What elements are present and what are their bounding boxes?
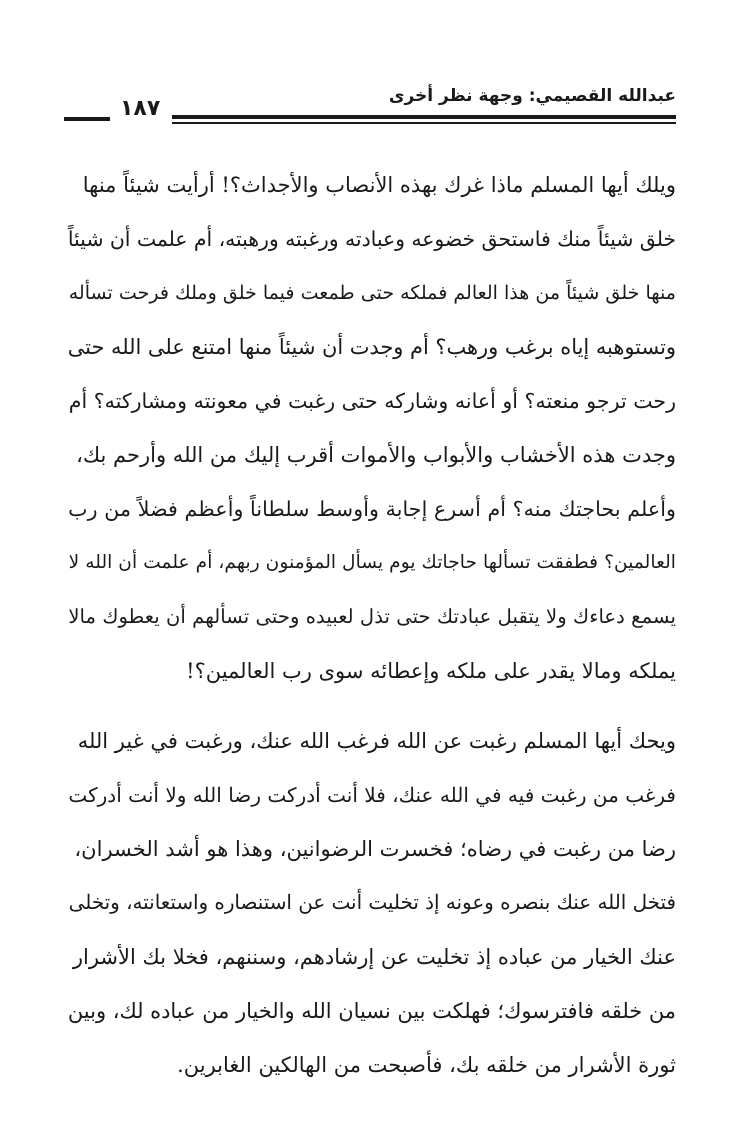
text-line: خلق شيئاً منك فاستحق خضوعه وعبادته ورغبته ورهبته، أم علمت أن شيئاً <box>67 227 676 251</box>
text-line: من خلقه فافترسوك؛ فهلكت بين نسيان الله والخيار من عباده لك، وبين <box>67 999 676 1023</box>
text-line: وجدت هذه الأخشاب والأبواب والأموات أقرب إليك من الله وأرحم بك، <box>76 443 676 467</box>
text-line: رضا من رغبت في رضاه؛ فخسرت الرضوانين، وهذا هو أشد الخسران، <box>74 837 676 861</box>
paragraph-2 <box>68 714 676 1092</box>
text-line: فرغب من رغبت فيه في الله عنك، فلا أنت أدركت رضا الله ولا أنت أدركت <box>68 783 676 807</box>
header-rule-short <box>64 117 110 121</box>
text-line: رحت ترجو منعته؟ أو أعانه وشاركه حتى رغبت في معونته ومشاركته؟ أم <box>68 389 676 413</box>
text-line: ثورة الأشرار من خلقه بك، فأصبحت من الهالكين الغابرين. <box>177 1053 676 1077</box>
header-rule-thick <box>172 115 676 119</box>
text-line: فتخل الله عنك بنصره وعونه إذ تخليت أنت عن استنصاره واستعانته، وتخلى <box>68 891 676 914</box>
text-line: يسمع دعاءك ولا يتقبل عبادتك حتى تذل لعبيده وحتى تسألهم أن يعطوك مالا <box>68 605 676 628</box>
text-line: يملكه ومالا يقدر على ملكه وإعطائه سوى رب العالمين؟! <box>186 659 676 683</box>
text-line: وأعلم بحاجتك منه؟ أم أسرع إجابة وأوسط سلطاناً وأعظم فضلاً من رب <box>68 497 676 521</box>
running-title: عبدالله القصيمي: وجهة نظر أخرى <box>388 86 676 106</box>
text-line: ويلك أيها المسلم ماذا غرك بهذه الأنصاب والأجداث؟! أرأيت شيئاً منها <box>82 173 676 197</box>
text-line: ويحك أيها المسلم رغبت عن الله فرغب الله عنك، ورغبت في غير الله <box>77 729 676 753</box>
page-number: ١٨٧ <box>120 96 161 121</box>
header-rule-thin <box>172 122 676 124</box>
text-line: منها خلق شيئاً من هذا العالم فملكه حتى طمعت فيما خلق وملك فرحت تسأله <box>68 282 676 304</box>
text-line: عنك الخيار من عباده إذ تخليت عن إرشادهم، وسننهم، فخلا بك الأشرار <box>72 945 676 969</box>
paragraph-1 <box>68 158 676 698</box>
text-line: وتستوهبه إياه برغب ورهب؟ أم وجدت أن شيئاً منها امتنع على الله حتى <box>67 335 676 359</box>
text-line: العالمين؟ فطفقت تسألها حاجاتك يوم يسأل المؤمنون ربهم، أم علمت أن الله لا <box>68 552 676 573</box>
